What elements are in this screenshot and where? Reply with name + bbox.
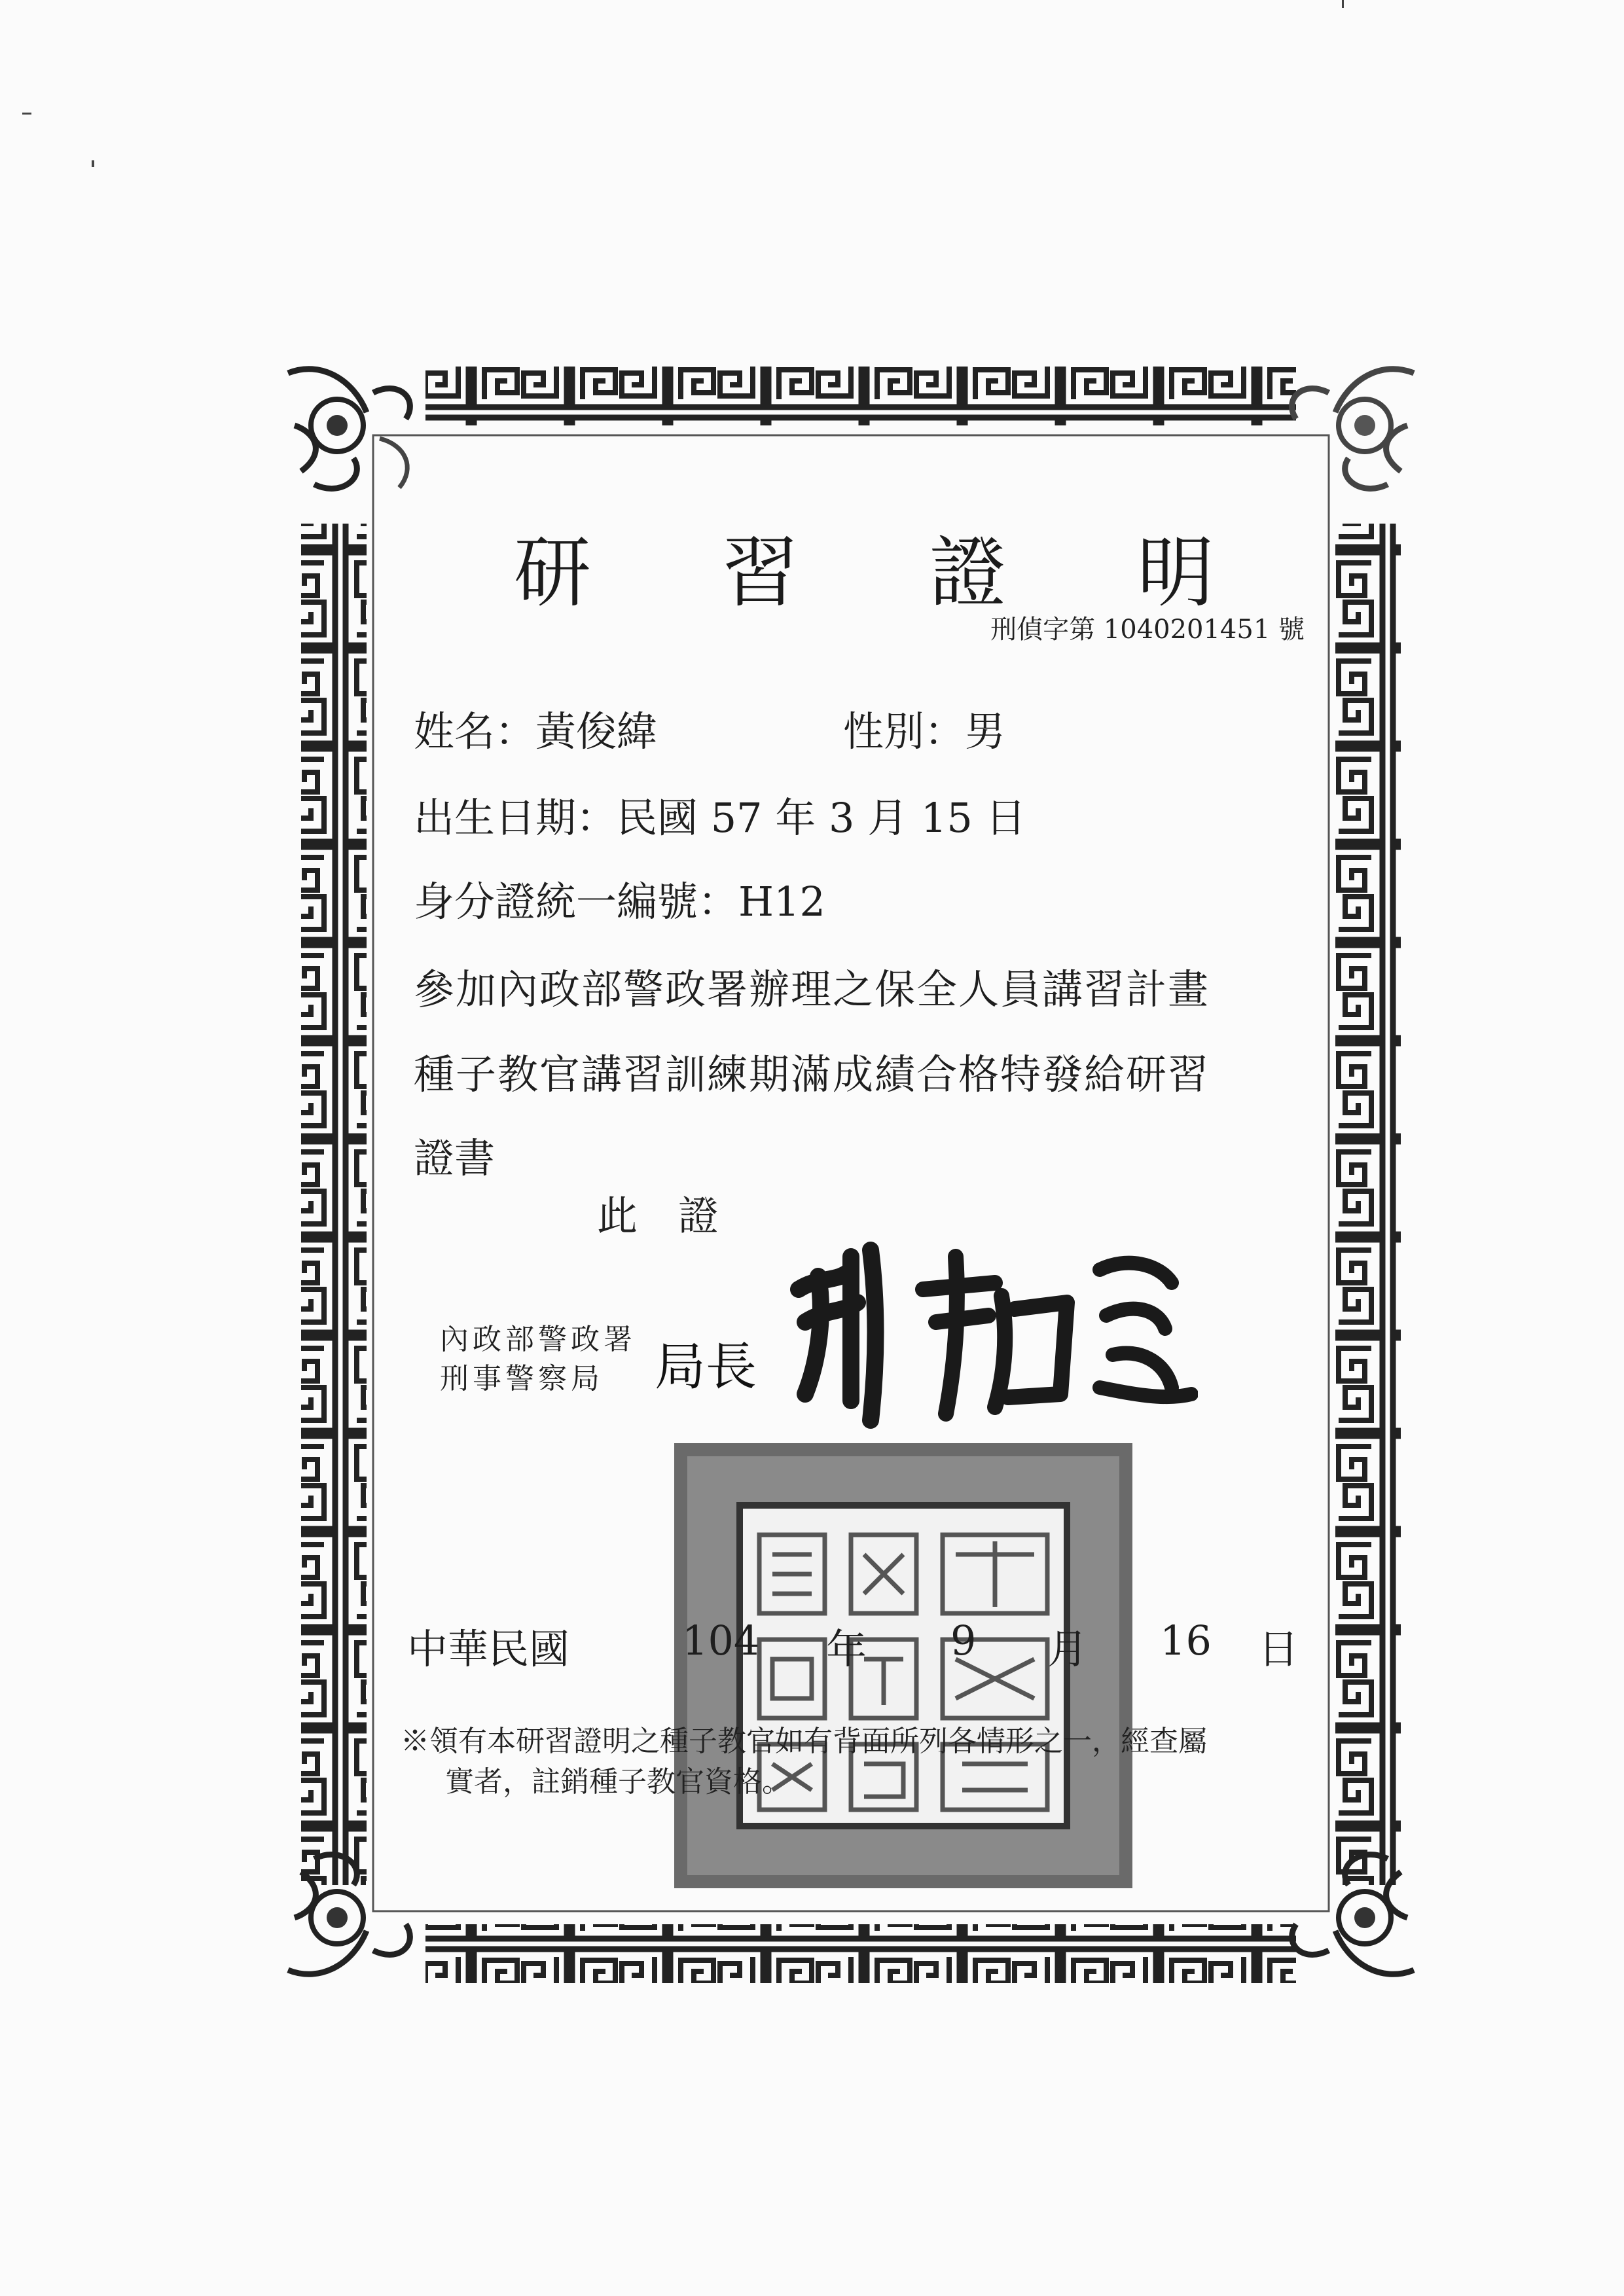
date-year-unit: 年: [826, 1625, 867, 1673]
certificate-title: [514, 511, 1214, 622]
corner-ornament: [1270, 1833, 1427, 1990]
gender-field: 性別：男: [843, 708, 1006, 755]
date-day: 16: [1160, 1617, 1212, 1664]
scan-speck: [92, 160, 94, 167]
scan-speck: [22, 113, 31, 115]
footnote: [401, 1721, 1297, 1803]
certify-text: 此 證: [597, 1192, 719, 1240]
body-text-line: 參加內政部警政署辦理之保全人員講習計畫: [414, 965, 1210, 1013]
date-era: 中華民國: [407, 1625, 570, 1673]
footnote-line: 實者，註銷種子教官資格。: [445, 1765, 791, 1799]
date-month: 9: [950, 1617, 977, 1664]
footnote-line: ※領有本研習證明之種子教官如有背面所列各情形之一，經查屬: [401, 1725, 1207, 1758]
title-char: 明: [1136, 528, 1214, 618]
corner-ornament: [1270, 353, 1427, 511]
corner-ornament: [275, 353, 432, 511]
body-text-line: 種子教官講習訓練期滿成績合格特發給研習: [414, 1050, 1210, 1098]
issuer-title: 局長: [655, 1338, 757, 1397]
body-text-line: 證書: [414, 1134, 496, 1182]
title-char: 研: [514, 528, 592, 618]
document-number: 刑偵字第 1040201451 號: [990, 615, 1305, 645]
issuer-org-line: 內政部警政署: [440, 1323, 636, 1356]
birth-date-field: 出生日期：民國 57 年 3 月 15 日: [414, 794, 1026, 842]
id-number-field: 身分證統一編號：H12: [414, 878, 825, 925]
date-month-unit: 月: [1047, 1625, 1089, 1673]
title-char: 習: [721, 528, 799, 618]
date-year: 104: [682, 1617, 760, 1664]
date-day-unit: 日: [1258, 1625, 1299, 1673]
issuer-org-line: 刑事警察局: [440, 1362, 604, 1395]
corner-ornament: [275, 1833, 432, 1990]
name-field: 姓名：黃俊緯: [414, 708, 658, 755]
handwritten-signature: [779, 1230, 1198, 1440]
title-char: 證: [929, 528, 1007, 618]
scan-speck: [1342, 0, 1344, 8]
